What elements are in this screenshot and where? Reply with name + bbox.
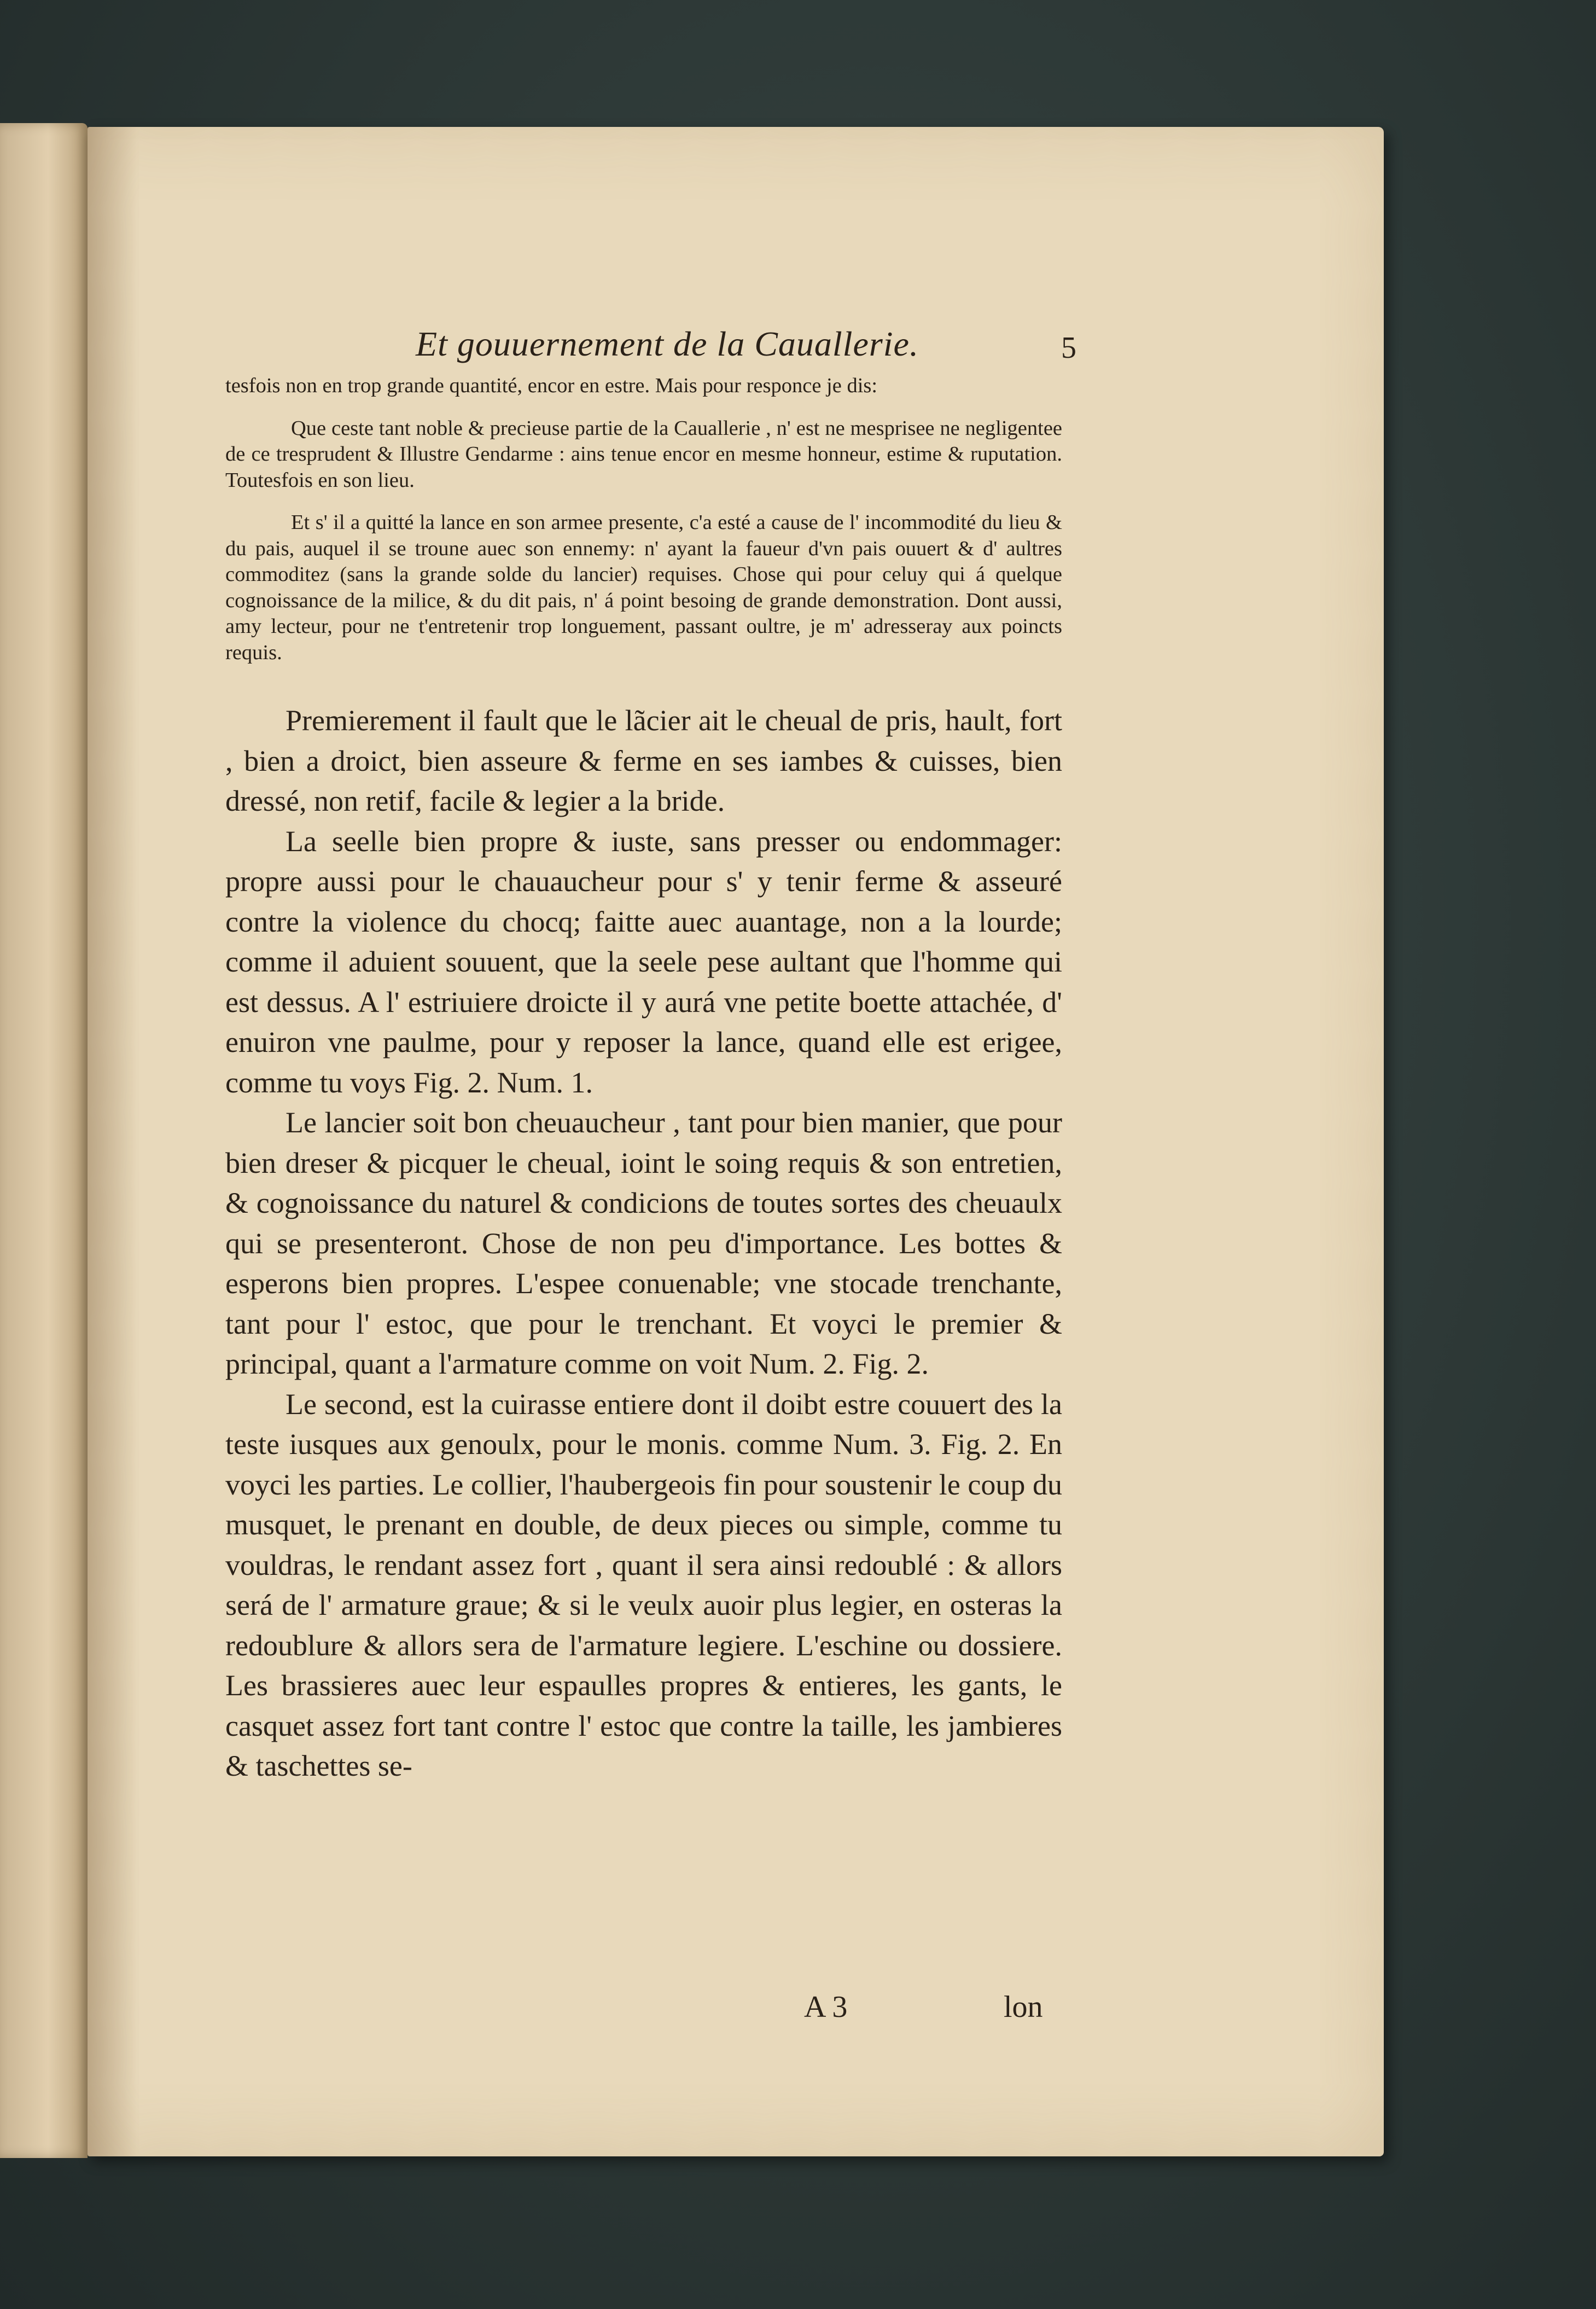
page-number: 5	[1061, 331, 1076, 365]
page-footer	[88, 1990, 1384, 2033]
facing-page-edge	[0, 123, 88, 2158]
paragraph-cauallerie: Que ceste tant noble & precieuse partie de la Cauallerie , n' est ne mesprisee ne negligentee de ce tresprudent & Illustre Gendarme : ains tenue encor en mesme honneur, estime & ruputation. Toutesfois en son lieu.	[225, 416, 1062, 492]
body-text	[225, 373, 1062, 1787]
paragraph-seelle: La seelle bien propre & iuste, sans presser ou endommager: propre aussi pour le chauaucheur pour s' y tenir ferme & asseuré contre la violence du chocq; faitte auec auantage, non a la lourde; comme il aduient souuent, que la seele pese aultant que l'homme qui est dessus. A l' estriuiere droicte il y aurá vne petite boette attachée, d' enuiron vne paulme, pour y reposer la lance, quand elle est erigee, comme tu voys Fig. 2. Num. 1.	[225, 824, 1062, 1099]
paragraph-lance: Et s' il a quitté la lance en son armee presente, c'a esté a cause de l' incommodité du lieu & du pais, auquel il se troune auec son ennemy: n' ayant la faueur d'vn pais ouuert & d' aultres commoditez (sans la grande solde du lancier) requises. Chose qui pour celuy qui á quelque cognoissance de la milice, & du dit pais, n' á point besoing de grande demonstration. Dont aussi, amy lecteur, pour ne t'entretenir trop longuement, passant oultre, je m' adresseray aux poincts requis.	[225, 511, 1062, 664]
running-title: Et gouuernement de la Cauallerie.	[416, 324, 919, 363]
paragraph-premierement: Premierement il fault que le lãcier ait le cheual de pris, hault, fort , bien a droict, bien asseure & ferme en ses iambes & cuisses, bien dressé, non retif, facile & legier a la bride.	[225, 704, 1062, 817]
paragraph-second: Le second, est la cuirasse entiere dont il doibt estre couuert des la teste iusques aux genoulx, pour le monis. comme Num. 3. Fig. 2. En voyci les parties. Le collier, l'haubergeois fin pour soustenir le coup du musquet, le prenant en double, de deux pieces ou simple, comme tu vouldras, le rendant assez fort , quant il sera ainsi redoublé : & allors será de l' armature graue; & si le veulx auoir plus legier, en osteras la redoublure & allors sera de l'armature legiere. L'eschine ou dossiere. Les brassieres auec leur espaulles propres & entieres, les gants, le casquet assez fort tant contre l' estoc que contre la taille, les jambieres & taschettes se-	[225, 1387, 1062, 1782]
catchword: lon	[1004, 1990, 1043, 2024]
paragraph-lancier: Le lancier soit bon cheuaucheur , tant pour bien manier, que pour bien dreser & picquer le cheual, ioint le soing requis & son entretien, & cognoissance du naturel & condicions de toutes sortes des cheuaulx qui se presenteront. Chose de non peu d'importance. Les bottes & esperons bien propres. L'espee conuenable; vne stocade trenchante, tant pour l' estoc, que pour le trenchant. Et voyci le premier & principal, quant a l'armature comme on voit Num. 2. Fig. 2.	[225, 1106, 1062, 1380]
page-gutter-shadow	[88, 127, 137, 2156]
paragraph-continuation: tesfois non en trop grande quantité, encor en estre. Mais pour responce je dis:	[225, 374, 878, 397]
book-page	[88, 127, 1384, 2156]
signature-mark: A 3	[804, 1990, 848, 2024]
